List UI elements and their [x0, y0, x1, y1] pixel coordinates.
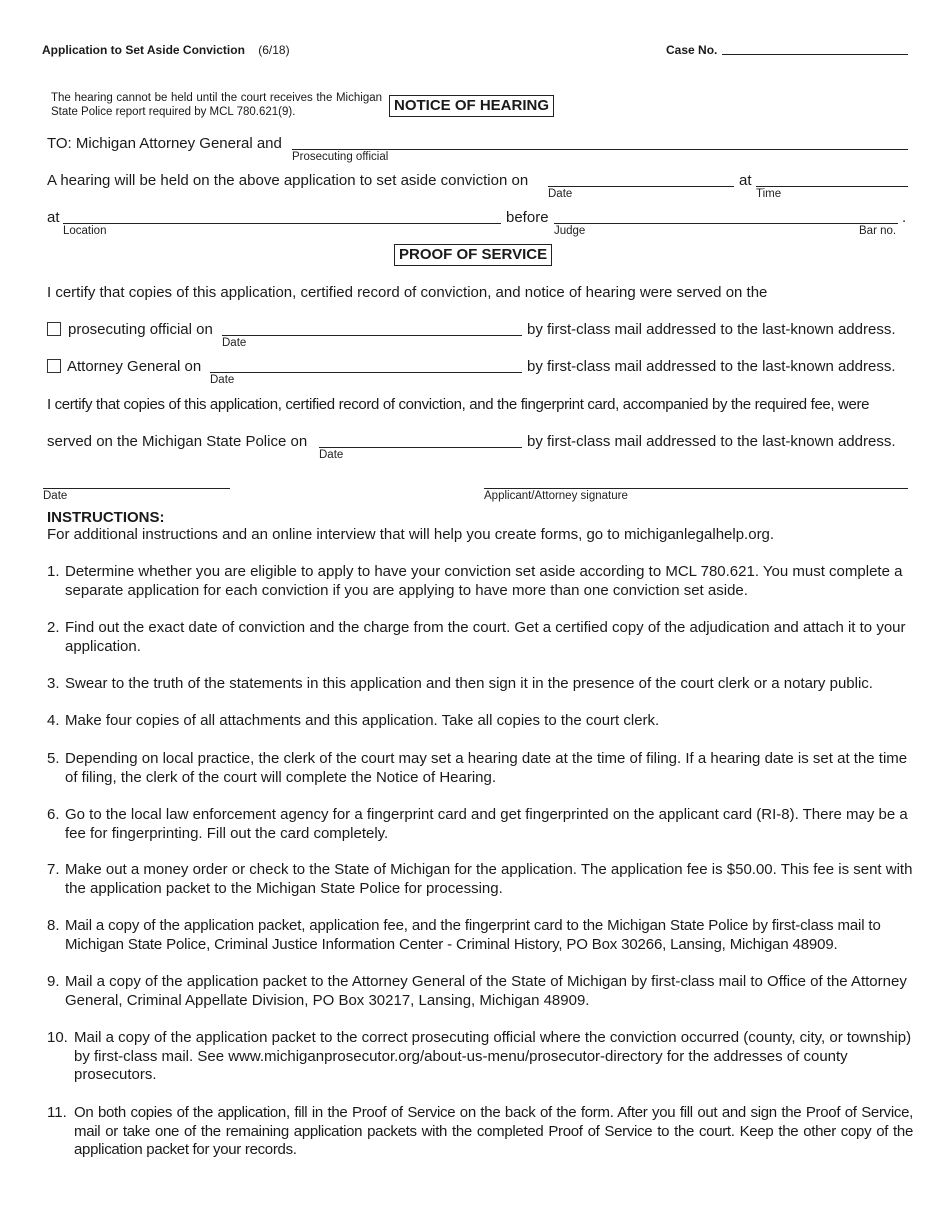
instruction-item-2	[47, 619, 913, 656]
attorney-general-checkbox[interactable]	[47, 359, 61, 373]
prosecuting-served-date-field[interactable]	[222, 335, 522, 336]
instruction-number: 9.	[47, 973, 60, 990]
instruction-item-4	[47, 712, 913, 731]
prosecuting-official-field[interactable]	[292, 149, 908, 150]
case-no-field[interactable]	[722, 54, 908, 55]
instruction-text: Mail a copy of the application packet to the correct prosecuting official where the conviction occurred (county, city, or township) by first-class mail. See www.michiganprosecutor.org/about-us-menu/prosecutor-directory for the addresses of county prosecutors.	[74, 1029, 912, 1083]
before-label: before	[506, 209, 549, 226]
instruction-item-5	[47, 750, 913, 787]
instruction-item-3	[47, 675, 913, 694]
hearing-time-field[interactable]	[756, 186, 908, 187]
instruction-item-10	[47, 1029, 913, 1085]
judge-field[interactable]	[554, 223, 898, 224]
judge-period: .	[902, 209, 907, 226]
instruction-number: 11.	[47, 1104, 67, 1121]
instruction-number: 7.	[47, 861, 60, 878]
instruction-text: Find out the exact date of conviction and the charge from the court. Get a certified copy of the adjudication and attach it to your application.	[65, 619, 906, 655]
instruction-number: 4.	[47, 712, 60, 729]
prosecuting-date-caption: Date	[222, 337, 247, 349]
instruction-number: 1.	[47, 563, 60, 580]
instruction-item-11	[47, 1104, 913, 1160]
instruction-number: 3.	[47, 675, 60, 692]
judge-caption: Judge	[554, 225, 586, 237]
form-title-text: Application to Set Aside Conviction	[42, 43, 245, 57]
ag-mail-text: by first-class mail addressed to the last-known address.	[527, 358, 896, 375]
instruction-text: Determine whether you are eligible to apply to have your conviction set aside according to MCL 780.621. You must complete a separate application for each conviction if you are applying to have more than one conviction set aside.	[65, 563, 903, 599]
instruction-item-1	[47, 563, 913, 600]
instructions-intro: For additional instructions and an online interview that will help you create forms, go to michiganlegalhelp.org.	[47, 526, 775, 543]
notice-of-hearing-title: NOTICE OF HEARING	[389, 95, 554, 117]
form-title	[42, 43, 290, 57]
sign-date-caption: Date	[43, 490, 68, 502]
bar-no-caption: Bar no.	[859, 225, 897, 237]
instruction-text: Make out a money order or check to the State of Michigan for the application. The application fee is $50.00. This fee is sent with the application packet to the Michigan State Police for processing.	[65, 861, 913, 897]
instruction-text: Go to the local law enforcement agency for a fingerprint card and get fingerprinted on the applicant card (RI-8). There may be a fee for fingerprinting. Fill out the card completely.	[65, 806, 908, 842]
msp-mail-text: by first-class mail addressed to the last-known address.	[527, 433, 896, 450]
instructions-heading: INSTRUCTIONS:	[47, 509, 165, 526]
at-location-label: at	[47, 209, 60, 226]
instruction-item-7	[47, 861, 913, 898]
prosecuting-served-label: prosecuting official on	[68, 321, 213, 338]
case-no-label: Case No.	[666, 43, 718, 57]
location-caption: Location	[63, 225, 107, 237]
instruction-text: Swear to the truth of the statements in this application and then sign it in the presence of the court clerk or a notary public.	[65, 675, 873, 692]
to-label: TO: Michigan Attorney General and	[47, 135, 282, 152]
instruction-text: Mail a copy of the application packet, application fee, and the fingerprint card to the Michigan State Police by first-class mail to Michigan State Police, Criminal Justice Information Center - Criminal History, PO Box 30266, Lansing, Michigan 48909.	[65, 917, 881, 953]
ag-date-caption: Date	[210, 374, 235, 386]
instruction-text: Depending on local practice, the clerk of the court may set a hearing date at the time of filing. If a hearing date is set at the time of filing, the clerk of the court will complete the Notice of Hearing.	[65, 750, 908, 786]
instruction-text: On both copies of the application, fill in the Proof of Service on the back of the form. After you fill out and sign the Proof of Service, mail or take one of the remaining application packets with the completed Proof of Service to the court. Keep the other copy of the application packet for your records.	[74, 1104, 913, 1158]
prosecuting-official-checkbox[interactable]	[47, 322, 61, 336]
msp-date-caption: Date	[319, 449, 344, 461]
instruction-number: 2.	[47, 619, 60, 636]
signature-caption: Applicant/Attorney signature	[484, 490, 628, 502]
instruction-item-9	[47, 973, 913, 1010]
certify2-text: I certify that copies of this application, certified record of conviction, and the fingerprint card, accompanied by the required fee, were	[47, 396, 870, 413]
ag-served-date-field[interactable]	[210, 372, 522, 373]
location-field[interactable]	[63, 223, 501, 224]
at-label: at	[739, 172, 752, 189]
proof-of-service-title: PROOF OF SERVICE	[394, 244, 552, 266]
instruction-number: 8.	[47, 917, 60, 934]
instruction-number: 10.	[47, 1029, 68, 1046]
certify-text: I certify that copies of this application, certified record of conviction, and notice of hearing were served on the	[47, 284, 768, 301]
hearing-date-caption: Date	[548, 188, 573, 200]
hearing-text: A hearing will be held on the above application to set aside conviction on	[47, 172, 529, 189]
instruction-number: 6.	[47, 806, 60, 823]
hearing-date-field[interactable]	[548, 186, 734, 187]
signature-field[interactable]	[484, 488, 908, 489]
instruction-text: Mail a copy of the application packet to the Attorney General of the State of Michigan by first-class mail to Office of the Attorney General, Criminal Appellate Division, PO Box 30217, Lansing, Michigan 48909.	[65, 973, 907, 1009]
instruction-item-8	[47, 917, 913, 954]
instruction-item-6	[47, 806, 913, 843]
instruction-number: 5.	[47, 750, 60, 767]
msp-served-date-field[interactable]	[319, 447, 522, 448]
hearing-time-caption: Time	[756, 188, 782, 200]
sign-date-field[interactable]	[43, 488, 230, 489]
form-version: (6/18)	[258, 43, 290, 57]
ag-served-label: Attorney General on	[67, 358, 202, 375]
prosecuting-caption: Prosecuting official	[292, 151, 389, 163]
prosecuting-mail-text: by first-class mail addressed to the last-known address.	[527, 321, 896, 338]
hearing-note: The hearing cannot be held until the court receives the Michigan State Police report required by MCL 780.621(9).	[51, 92, 382, 118]
msp-served-label: served on the Michigan State Police on	[47, 433, 308, 450]
instruction-text: Make four copies of all attachments and this application. Take all copies to the court clerk.	[65, 712, 660, 729]
